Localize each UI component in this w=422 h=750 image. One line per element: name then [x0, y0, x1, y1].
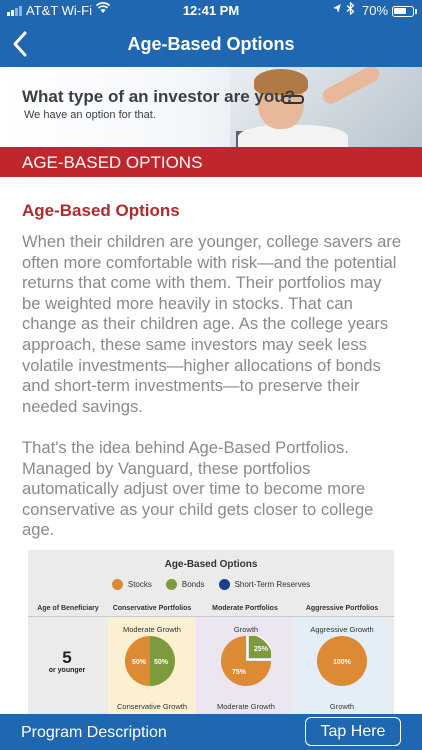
moderate-portfolio-name: Growth — [233, 625, 259, 634]
aggressive-portfolio-name: Aggressive Growth — [310, 625, 374, 634]
conservative-portfolio-name: Moderate Growth — [123, 625, 181, 634]
legend-swatch-stocks — [112, 579, 123, 590]
paragraph-1: When their children are younger, college savers are often more comfortable with risk—and the potential returns that come with them. Their portfolios may be weighted more heavily in stocks. That can change as their children age. As the college years approach, these same investors may seek less volatile investments—higher allocations of bonds and short-term investments—to preserve their needed savings. — [22, 232, 402, 416]
status-time: 12:41 PM — [182, 3, 240, 18]
figure-legend — [28, 579, 394, 590]
top-bar — [0, 0, 422, 67]
legend-label-stocks: Stocks — [127, 580, 152, 589]
header-conservative: Conservative Portfolios — [112, 605, 192, 612]
bottom-bar — [0, 714, 422, 750]
legend-item-bonds — [166, 579, 205, 590]
pie-label-stocks: 50% — [132, 659, 147, 666]
header-aggressive: Aggressive Portfolios — [305, 605, 379, 612]
tap-here-button[interactable]: Tap Here — [305, 717, 401, 746]
moderate-next-portfolio: Moderate Growth — [217, 702, 275, 711]
legend-swatch-reserves — [219, 579, 230, 590]
age-subtext: or younger — [48, 667, 86, 674]
age-based-options-figure — [28, 550, 394, 716]
banner-photo-child-shirt — [238, 125, 348, 147]
legend-label-reserves: Short-Term Reserves — [234, 580, 311, 589]
program-description-link[interactable]: Program Description — [21, 724, 167, 741]
age-value: 5 — [62, 648, 72, 667]
status-bar — [0, 0, 422, 22]
banner-subline: We have an option for that. — [24, 109, 156, 121]
header-moderate: Moderate Portfolios — [212, 605, 278, 612]
location-arrow-icon — [332, 3, 342, 17]
banner-headline: What type of an investor are you? — [22, 87, 295, 106]
figure-title: Age-Based Options — [164, 559, 258, 570]
aggressive-next-portfolio: Growth — [329, 702, 355, 711]
header-divider — [28, 616, 394, 617]
battery-percent: 70% — [362, 3, 389, 18]
legend-item-reserves — [219, 579, 311, 590]
pie-label-stocks: 100% — [333, 659, 351, 666]
carrier-label: AT&T Wi-Fi — [26, 3, 92, 18]
battery-icon — [392, 6, 414, 17]
section-bar: AGE-BASED OPTIONS — [0, 147, 422, 177]
paragraph-2: That's the idea behind Age-Based Portfolios. Managed by Vanguard, these portfolios automatically adjust over time to become more conservative as your child gets closer to college age. — [22, 438, 374, 540]
header-age: Age of Beneficiary — [37, 605, 99, 612]
legend-item-stocks — [112, 579, 152, 590]
moderate-pie-chart — [221, 636, 271, 686]
pie-label-bonds: 25% — [254, 646, 269, 653]
promo-banner — [0, 67, 422, 147]
legend-swatch-bonds — [166, 579, 177, 590]
pie-label-stocks: 75% — [232, 669, 247, 676]
bluetooth-icon — [346, 2, 355, 18]
page-title: Age-Based Options — [127, 34, 295, 54]
conservative-pie-chart — [125, 636, 175, 686]
conservative-next-portfolio: Conservative Growth — [116, 702, 188, 711]
aggressive-pie-chart — [317, 636, 367, 686]
pie-label-bonds: 50% — [154, 659, 169, 666]
battery-level — [394, 8, 406, 14]
content-heading: Age-Based Options — [22, 201, 180, 220]
legend-label-bonds: Bonds — [181, 580, 205, 589]
